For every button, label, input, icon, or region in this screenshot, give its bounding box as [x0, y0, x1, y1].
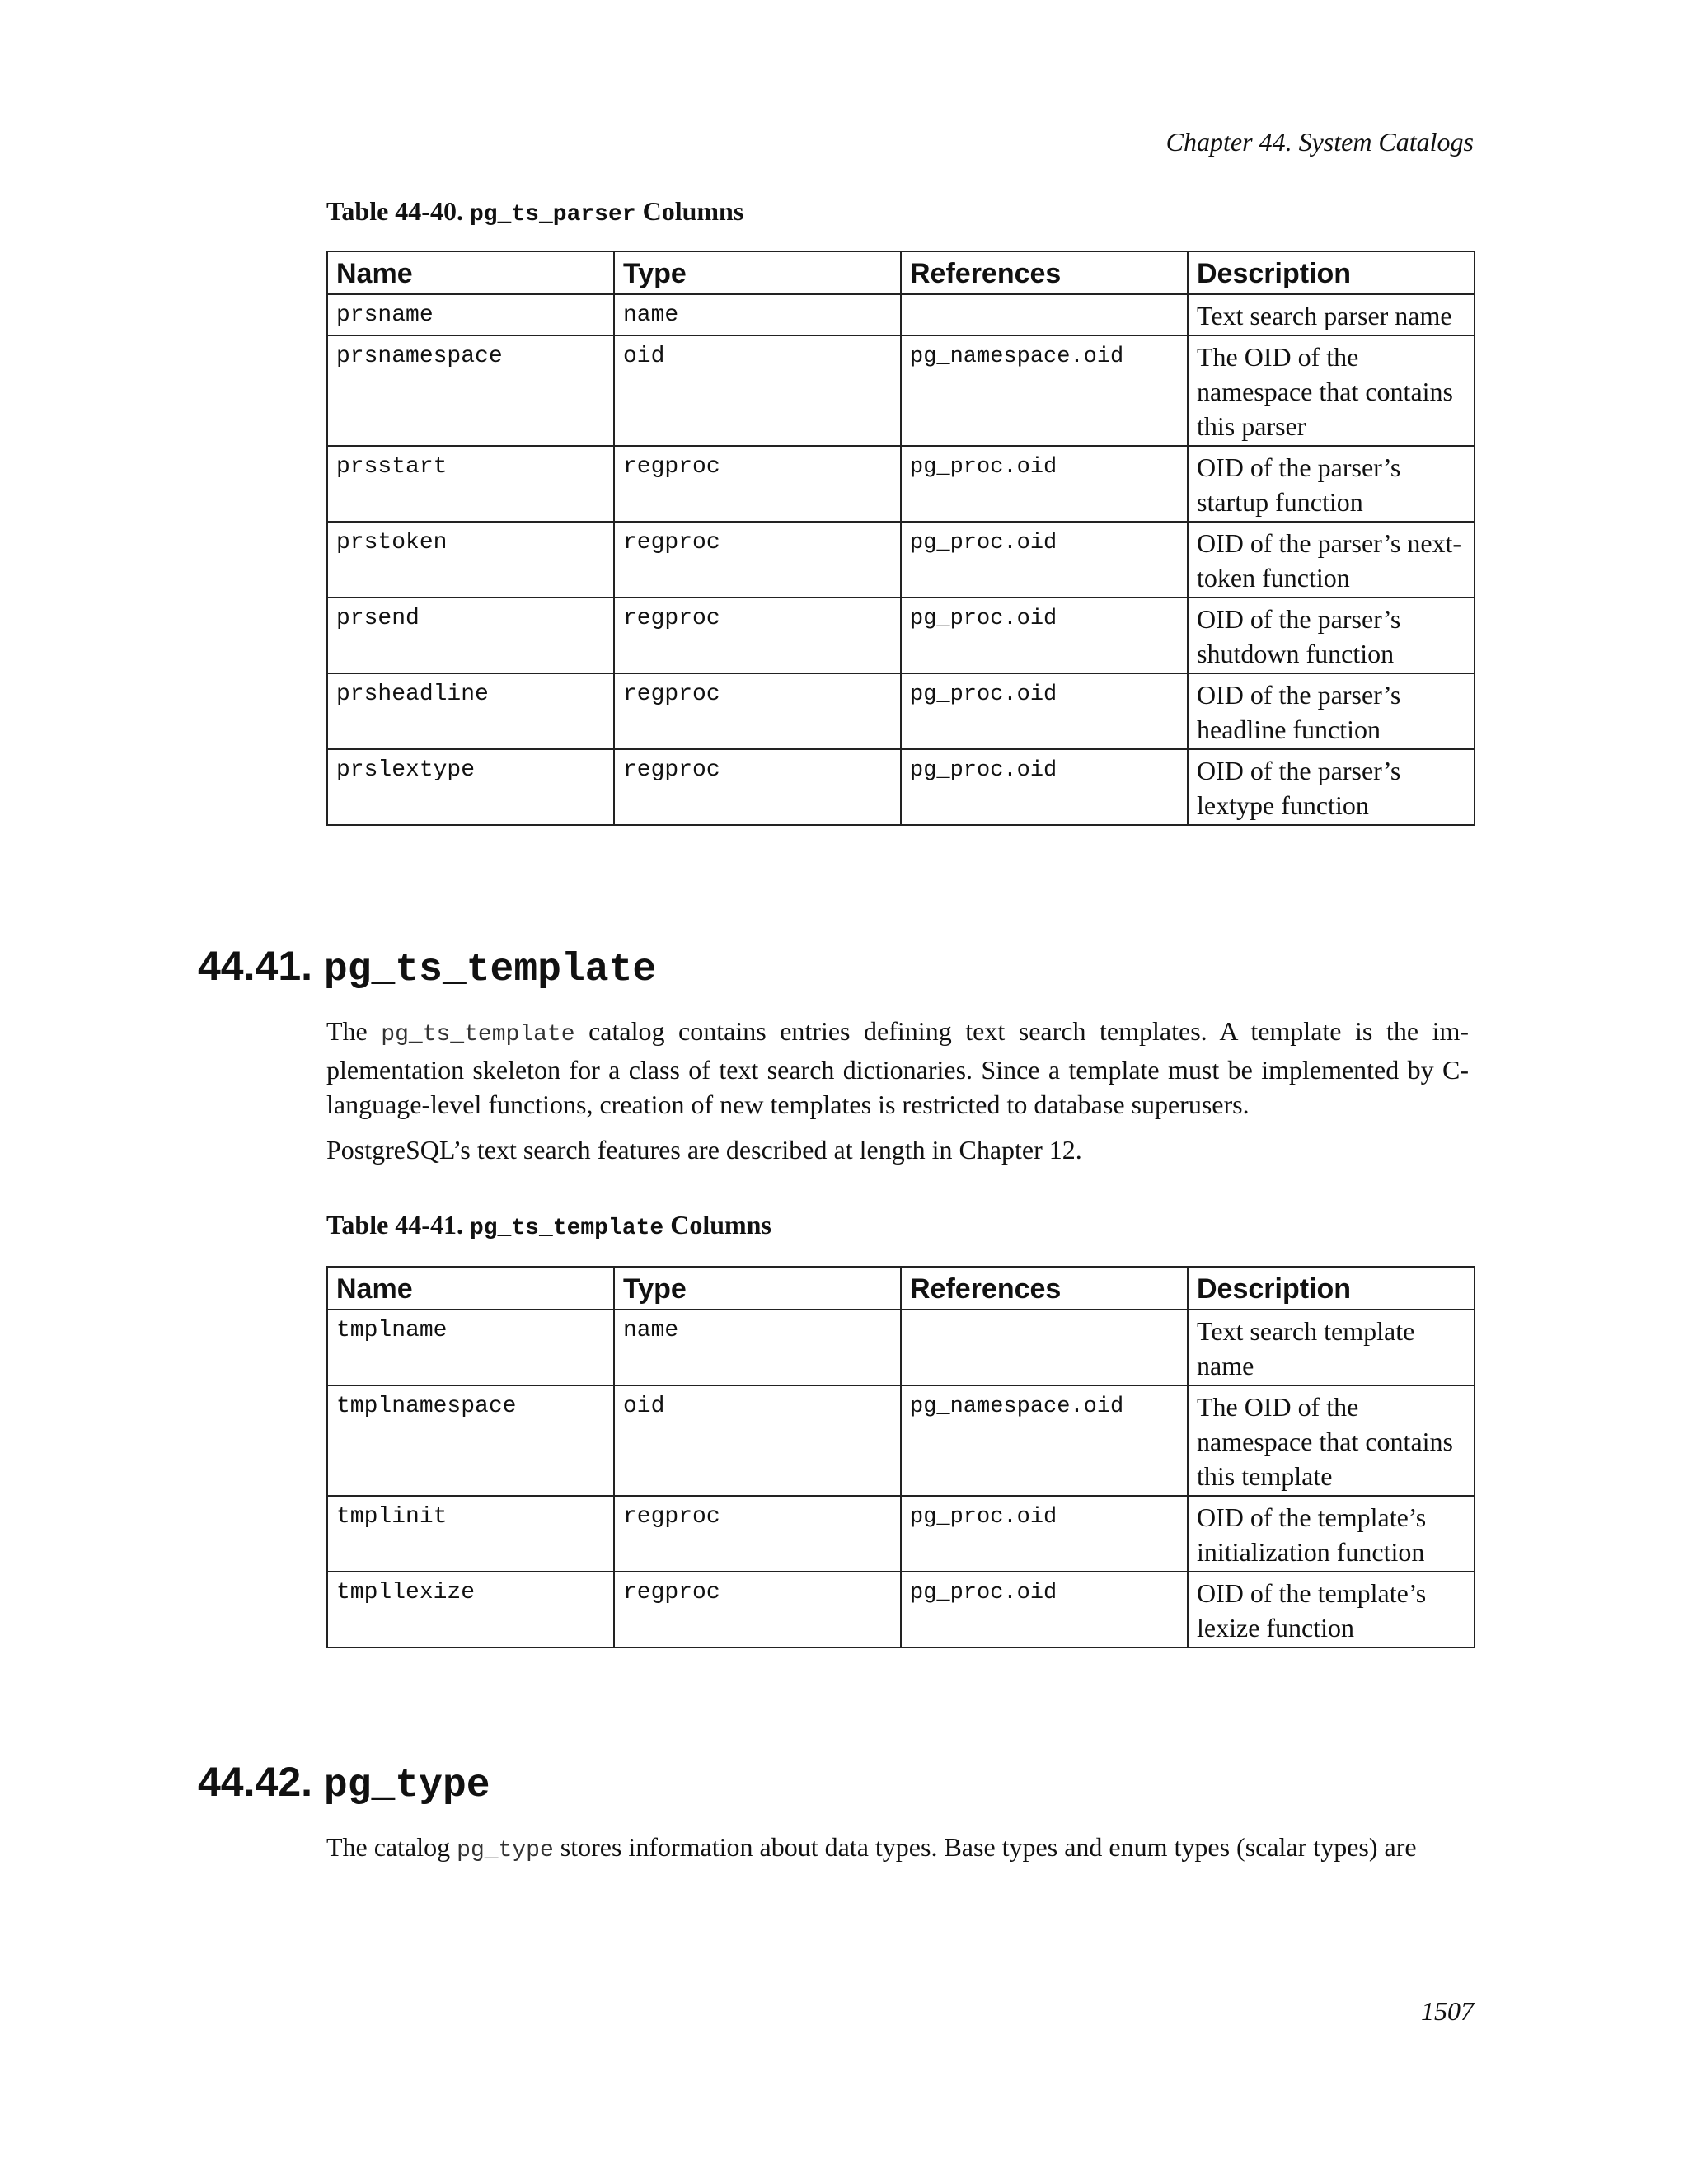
cell-name: prslextype: [327, 749, 614, 825]
cell-description: The OID of the namespace that contains this template: [1188, 1385, 1475, 1496]
column-header-description: Description: [1188, 1267, 1475, 1310]
cell-type: name: [614, 294, 901, 335]
table-row: [327, 1310, 1475, 1385]
cell-name: prstoken: [327, 522, 614, 598]
page-number: 1507: [1421, 1996, 1474, 2026]
cell-description: Text search parser name: [1188, 294, 1475, 335]
column-header-type: Type: [614, 251, 901, 294]
column-header-references: References: [901, 251, 1188, 294]
table-row: [327, 673, 1475, 749]
column-header-name: Name: [327, 251, 614, 294]
table-row: [327, 335, 1475, 446]
cell-type: name: [614, 1310, 901, 1385]
column-header-description: Description: [1188, 251, 1475, 294]
cell-description: OID of the parser’s next-token function: [1188, 522, 1475, 598]
table-row: [327, 294, 1475, 335]
cell-references: pg_proc.oid: [901, 1496, 1188, 1572]
table-row: [327, 749, 1475, 825]
cell-type: regproc: [614, 446, 901, 522]
cell-type: regproc: [614, 1572, 901, 1647]
cell-description: The OID of the namespace that contains this parser: [1188, 335, 1475, 446]
cell-description: OID of the template’s lexize function: [1188, 1572, 1475, 1647]
section-paragraph: [326, 1132, 1469, 1167]
pg-ts-template-columns-table: [326, 1266, 1475, 1648]
cell-references: pg_proc.oid: [901, 749, 1188, 825]
cell-name: prsname: [327, 294, 614, 335]
table-row: [327, 446, 1475, 522]
inline-code: pg_type: [457, 1838, 554, 1863]
column-header-references: References: [901, 1267, 1188, 1310]
cell-name: tmplname: [327, 1310, 614, 1385]
table-caption-prefix: Table 44-40.: [326, 196, 463, 226]
table-caption-suffix: Columns: [670, 1210, 771, 1240]
inline-code: pg_ts_template: [381, 1022, 575, 1047]
cell-references: pg_namespace.oid: [901, 335, 1188, 446]
pg-ts-parser-columns-table: [326, 251, 1475, 826]
paragraph-text: catalog contains entries defining text search templates. A template is the im- plementation skeleton for a class of text search dictionaries. Since a template must be implemented by C-language-level functions, creation of new templates is restricted to database superusers.: [326, 1016, 1470, 1119]
table-caption-prefix: Table 44-41.: [326, 1210, 463, 1240]
table-row: [327, 598, 1475, 673]
paragraph-text: PostgreSQL’s text search features are described at length in Chapter 12.: [326, 1135, 1082, 1165]
table-caption-pg-ts-template: [326, 1208, 771, 1245]
cell-references: pg_proc.oid: [901, 1572, 1188, 1647]
table-caption-code: pg_ts_parser: [469, 202, 636, 227]
paragraph-text: The: [326, 1016, 368, 1046]
paragraph-text: The catalog: [326, 1832, 451, 1862]
cell-name: prsnamespace: [327, 335, 614, 446]
running-header: Chapter 44. System Catalogs: [1165, 127, 1474, 157]
table-header-row: [327, 251, 1475, 294]
cell-references: pg_proc.oid: [901, 673, 1188, 749]
cell-references: pg_proc.oid: [901, 598, 1188, 673]
cell-name: tmplinit: [327, 1496, 614, 1572]
cell-references: pg_proc.oid: [901, 522, 1188, 598]
table-row: [327, 1496, 1475, 1572]
table-row: [327, 522, 1475, 598]
table-row: [327, 1385, 1475, 1496]
section-paragraph: [326, 1014, 1469, 1122]
table-caption-suffix: Columns: [642, 196, 744, 226]
cell-references: [901, 294, 1188, 335]
cell-description: OID of the parser’s headline function: [1188, 673, 1475, 749]
section-paragraph: [326, 1830, 1469, 1868]
cell-type: regproc: [614, 673, 901, 749]
cell-description: OID of the parser’s startup function: [1188, 446, 1475, 522]
cell-type: regproc: [614, 598, 901, 673]
cell-references: [901, 1310, 1188, 1385]
cell-type: regproc: [614, 749, 901, 825]
cell-description: OID of the parser’s shutdown function: [1188, 598, 1475, 673]
cell-description: OID of the parser’s lextype function: [1188, 749, 1475, 825]
cell-type: regproc: [614, 1496, 901, 1572]
table-header-row: [327, 1267, 1475, 1310]
section-heading-pg-type: [198, 1757, 490, 1811]
cell-description: OID of the template’s initialization function: [1188, 1496, 1475, 1572]
section-number: 44.42.: [198, 1759, 313, 1805]
cell-type: oid: [614, 1385, 901, 1496]
cell-type: regproc: [614, 522, 901, 598]
cell-name: tmplnamespace: [327, 1385, 614, 1496]
table-caption-pg-ts-parser: [326, 194, 743, 232]
column-header-type: Type: [614, 1267, 901, 1310]
table-caption-code: pg_ts_template: [469, 1216, 664, 1241]
cell-references: pg_proc.oid: [901, 446, 1188, 522]
section-title-code: pg_ts_template: [323, 948, 657, 992]
cell-description: Text search template name: [1188, 1310, 1475, 1385]
cell-references: pg_namespace.oid: [901, 1385, 1188, 1496]
cell-name: prsstart: [327, 446, 614, 522]
table-row: [327, 1572, 1475, 1647]
section-number: 44.41.: [198, 943, 313, 989]
section-title-code: pg_type: [323, 1764, 490, 1808]
cell-type: oid: [614, 335, 901, 446]
cell-name: tmpllexize: [327, 1572, 614, 1647]
cell-name: prsend: [327, 598, 614, 673]
cell-name: prsheadline: [327, 673, 614, 749]
column-header-name: Name: [327, 1267, 614, 1310]
section-heading-pg-ts-template: [198, 941, 656, 995]
paragraph-text: stores information about data types. Base types and enum types (scalar types) are: [560, 1832, 1417, 1862]
